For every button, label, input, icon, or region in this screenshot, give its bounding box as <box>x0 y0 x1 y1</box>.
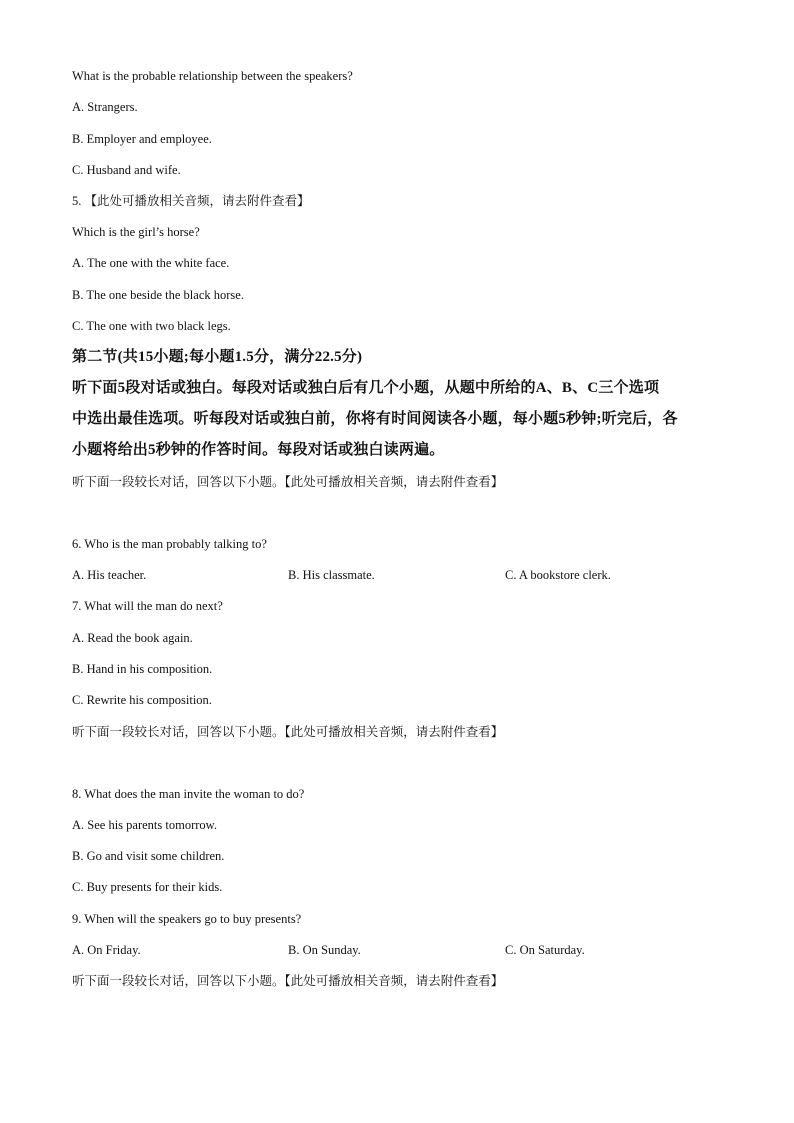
q9-question: 9. When will the speakers go to buy presents? <box>72 912 302 926</box>
q6-option-b: B. His classmate. <box>288 568 375 582</box>
q4-option-c: C. Husband and wife. <box>72 163 181 177</box>
q9-option-c: C. On Saturday. <box>505 943 585 957</box>
q5-option-b: B. The one beside the black horse. <box>72 288 244 302</box>
dialogue-note-1: 听下面一段较长对话，回答以下小题。【此处可播放相关音频，请去附件查看】 <box>72 475 504 489</box>
section-instructions-line-2: 中选出最佳选项。听每段对话或独白前，你将有时间阅读各小题，每小题5秒钟;听完后，各 <box>72 411 678 427</box>
q7-question: 7. What will the man do next? <box>72 599 223 613</box>
q8-option-a: A. See his parents tomorrow. <box>72 818 217 832</box>
q7-option-b: B. Hand in his composition. <box>72 662 213 676</box>
q6-option-a: A. His teacher. <box>72 568 147 582</box>
section-heading: 第二节(共15小题;每小题1.5分，满分22.5分) <box>72 349 363 365</box>
q6-option-c: C. A bookstore clerk. <box>505 568 611 582</box>
q9-option-a: A. On Friday. <box>72 943 141 957</box>
q8-option-b: B. Go and visit some children. <box>72 849 225 863</box>
q6-question: 6. Who is the man probably talking to? <box>72 537 267 551</box>
dialogue-note-2: 听下面一段较长对话，回答以下小题。【此处可播放相关音频，请去附件查看】 <box>72 725 504 739</box>
q4-option-b: B. Employer and employee. <box>72 132 212 146</box>
q9-option-b: B. On Sunday. <box>288 943 361 957</box>
q7-option-c: C. Rewrite his composition. <box>72 693 212 707</box>
q5-question: Which is the girl’s horse? <box>72 225 200 239</box>
q8-question: 8. What does the man invite the woman to do? <box>72 787 305 801</box>
dialogue-note-3: 听下面一段较长对话，回答以下小题。【此处可播放相关音频，请去附件查看】 <box>72 974 504 988</box>
q5-option-c: C. The one with two black legs. <box>72 319 231 333</box>
q7-option-a: A. Read the book again. <box>72 631 193 645</box>
q8-option-c: C. Buy presents for their kids. <box>72 880 223 894</box>
section-instructions-line-1: 听下面5段对话或独白。每段对话或独白后有几个小题，从题中所给的A、B、C三个选项 <box>72 380 660 396</box>
q5-audio-note: 5. 【此处可播放相关音频，请去附件查看】 <box>72 194 310 208</box>
q4-question: What is the probable relationship between the speakers? <box>72 69 353 83</box>
section-instructions-line-3: 小题将给出5秒钟的作答时间。每段对话或独白读两遍。 <box>72 442 445 458</box>
q4-option-a: A. Strangers. <box>72 100 138 114</box>
q5-option-a: A. The one with the white face. <box>72 256 230 270</box>
